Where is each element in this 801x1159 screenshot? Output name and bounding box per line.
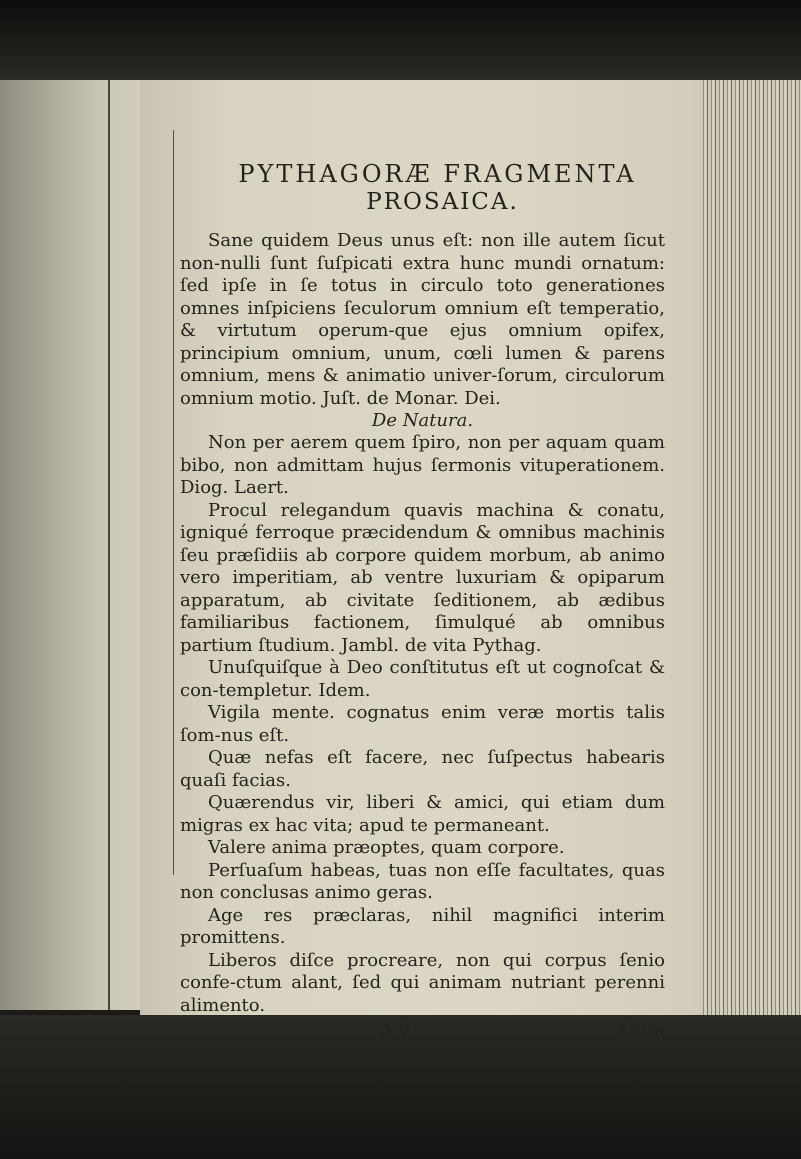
facing-page-edge xyxy=(0,80,140,1010)
page-stack-edge xyxy=(700,80,801,1015)
page-footer xyxy=(180,1019,665,1043)
facing-page-rule xyxy=(108,80,110,1010)
paragraph: Sane quidem Deus unus eſt: non ille autem ſicut non-nulli ſunt ſuſpicati extra hunc mundi ornatum: ſed ipſe in ſe totus in circulo toto generationes omnes inſpiciens ſeculorum omnium eſt temperatio, & virtutum operum-que ejus omnium opifex, principium omnium, unum, cœli lumen & parens omnium, mens & animatio univer-ſorum, circulorum omnium motio. Juſt. de Monar. Dei. xyxy=(180,230,665,409)
paragraph: Perſuaſum habeas, tuas non eſſe facultates, quas non conclusas animo geras. xyxy=(180,859,665,903)
paragraph: Valere anima præoptes, quam corpore. xyxy=(208,837,565,858)
page-margin-rule xyxy=(173,130,174,875)
paragraph: Quærendus vir, liberi & amici, qui etiam dum migras ex hac vita; apud te permaneant. xyxy=(180,792,665,836)
paragraph: Quæ nefas eſt facere, nec ſuſpectus habearis quaſi facias. xyxy=(180,747,665,791)
paragraph: Procul relegandum quavis machina & conatu, igniqué ferroque præcidendum & omnibus machinis ſeu præſidiis ab corpore quidem morbum, ab animo vero imperitiam, ab ventre luxuriam & opiparum apparatum, ab civitate ſeditionem, ab ædibus familiaribus factionem, ſimulqué ab omnibus partium ſtudium. Jambl. de vita Pythag. xyxy=(180,499,665,656)
paragraph: Vigila mente. cognatus enim veræ mortis talis ſom-nus eſt. xyxy=(180,702,665,746)
page-subtitle: PROSAICA. xyxy=(366,189,519,215)
paragraph: Age res præclaras, nihil magnifici interim promittens. xyxy=(180,904,665,948)
catchword: Cum xyxy=(620,1020,665,1042)
paragraph: Liberos diſce procreare, non qui corpus ſenio confe-ctum alant, ſed qui animam nutriant perenni alimento. xyxy=(180,949,665,1016)
page-text xyxy=(180,160,665,1043)
paragraph: Unuſquiſque à Deo conſtitutus eſt ut cognoſcat & con-templetur. Idem. xyxy=(180,657,665,701)
signature-mark: A 2 xyxy=(380,1020,412,1042)
paragraph: Non per aerem quem ſpiro, non per aquam quam bibo, non admittam hujus ſermonis vituperationem. Diog. Laert. xyxy=(180,432,665,498)
section-heading: De Natura. xyxy=(371,410,474,431)
page-title: PYTHAGORÆ FRAGMENTA xyxy=(238,160,637,188)
